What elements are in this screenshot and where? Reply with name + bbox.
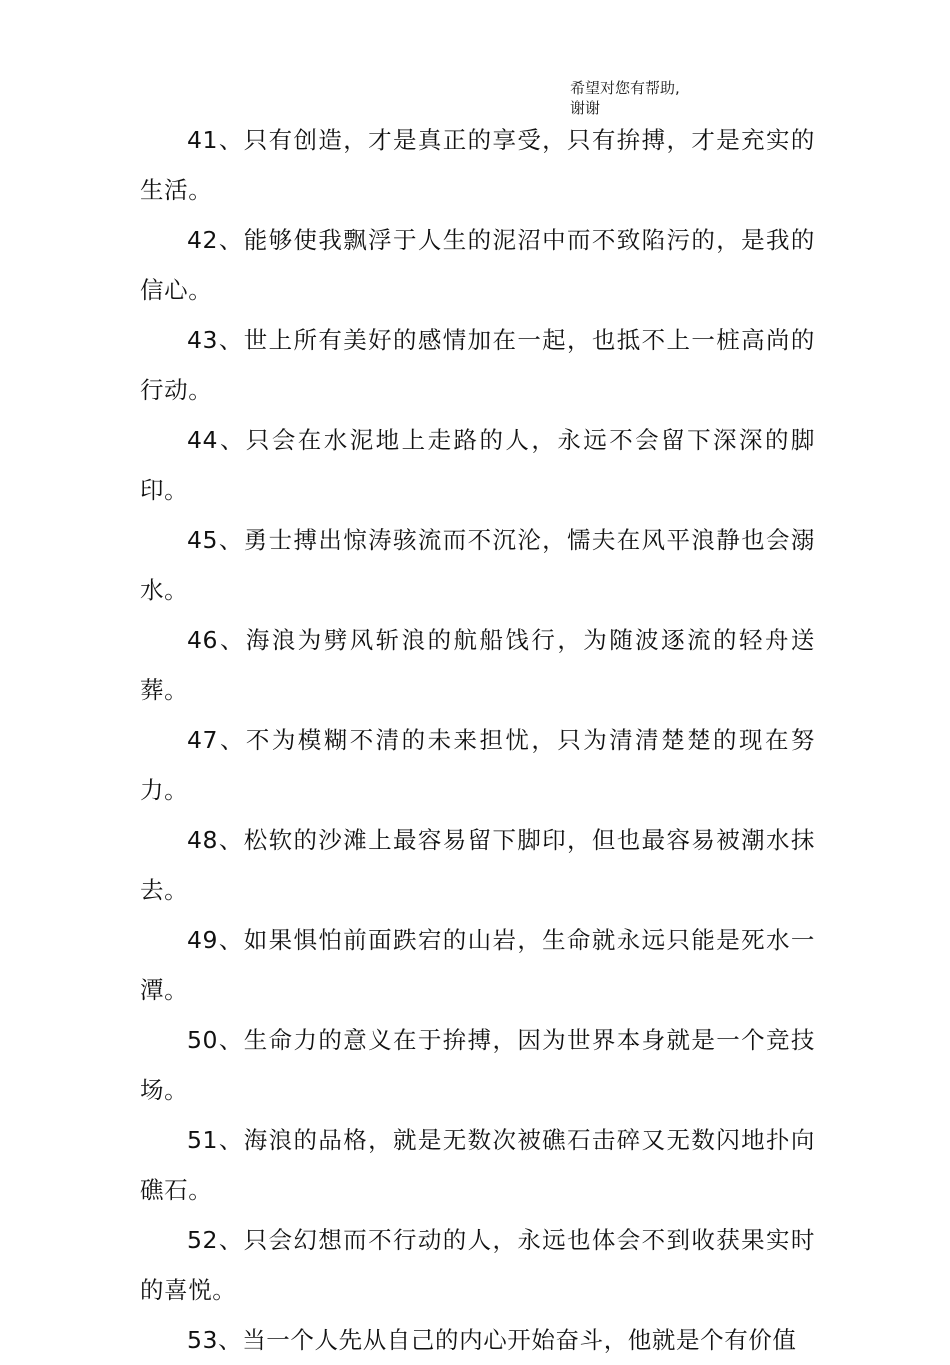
- paragraph-43: 43、世上所有美好的感情加在一起，也抵不上一桩高尚的行动。: [140, 326, 815, 404]
- document-body: [140, 115, 815, 1365]
- paragraph-44: 44、只会在水泥地上走路的人，永远不会留下深深的脚印。: [140, 426, 815, 504]
- paragraph-51: 51、海浪的品格，就是无数次被礁石击碎又无数闪地扑向礁石。: [140, 1126, 815, 1204]
- header-note: [570, 78, 770, 118]
- header-note-line-2: 谢谢: [570, 99, 601, 117]
- paragraph-49: 49、如果惧怕前面跌宕的山岩，生命就永远只能是死水一潭。: [140, 926, 815, 1004]
- paragraph-45: 45、勇士搏出惊涛骇流而不沉沦，懦夫在风平浪静也会溺水。: [140, 526, 815, 604]
- header-note-line-1: 希望对您有帮助,: [570, 79, 680, 97]
- paragraph-47: 47、不为模糊不清的未来担忧，只为清清楚楚的现在努力。: [140, 726, 815, 804]
- paragraph-46: 46、海浪为劈风斩浪的航船饯行，为随波逐流的轻舟送葬。: [140, 626, 815, 704]
- paragraph-48: 48、松软的沙滩上最容易留下脚印，但也最容易被潮水抹去。: [140, 826, 815, 904]
- paragraph-53: 53、当一个人先从自己的内心开始奋斗，他就是个有价值: [187, 1326, 797, 1354]
- paragraph-42: 42、能够使我飘浮于人生的泥沼中而不致陷污的，是我的信心。: [140, 226, 815, 304]
- paragraph-41: 41、只有创造，才是真正的享受，只有拚搏，才是充实的生活。: [140, 126, 815, 204]
- paragraph-52: 52、只会幻想而不行动的人，永远也体会不到收获果实时的喜悦。: [140, 1226, 815, 1304]
- paragraph-50: 50、生命力的意义在于拚搏，因为世界本身就是一个竞技场。: [140, 1026, 815, 1104]
